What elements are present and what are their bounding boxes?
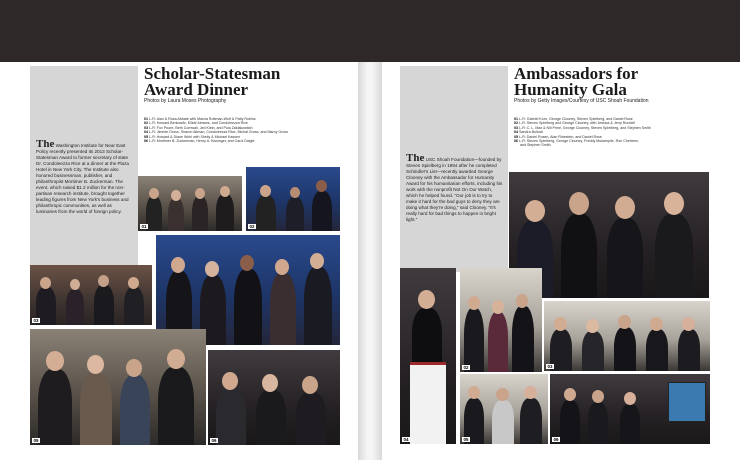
spread-gutter (358, 62, 382, 460)
right-photo-06 (550, 374, 710, 444)
caption-number: 02 (514, 121, 518, 126)
photo-number: 02 (249, 224, 255, 229)
left-captions (144, 117, 354, 143)
right-photo-02 (460, 268, 542, 372)
left-caption-06 (144, 139, 354, 143)
caption-text: Sandra Bullock (519, 130, 544, 135)
photo-number: 05 (463, 437, 469, 442)
caption-text: L-R: Steven Spielberg and George Clooney, with Jessica & Jerry Rundell (519, 121, 635, 126)
right-title-line1: Ambassadors for (514, 64, 639, 83)
photo-number: 04 (403, 437, 409, 442)
caption-text: L-R: Steven Spielberg, George Clooney, Freddy Mukampile, Ron Chetrees, (519, 139, 639, 144)
caption-text: L-R: Howard & Diane Wohl with Shelly & Michael Kassen (149, 134, 241, 139)
left-photo-01 (138, 176, 242, 231)
caption-text: L-R: Daniel Rosen, Alan Rinestein, and Daniel Rose (519, 134, 602, 139)
caption-number: 05 (514, 134, 518, 139)
caption-number: 06 (144, 139, 148, 144)
photo-number: 06 (553, 437, 559, 442)
caption-text: and Stephen Smith (520, 143, 551, 148)
right-caption-06-cont (514, 143, 724, 147)
left-drop-word: The (36, 140, 55, 150)
left-article-body (36, 140, 134, 274)
right-captions (514, 117, 724, 148)
caption-number: 04 (514, 130, 518, 135)
caption-text: L-R: Jimmie Gross, Sharon Altman, Condoleezza Rice, Michal Gross, and Marny Gross (149, 130, 289, 135)
left-photo-06 (208, 350, 340, 445)
right-drop-word: The (406, 154, 425, 164)
left-body-text: Washington Institute for Near East Policy recently presented its 2013 Scholar-Statesman Award to former secretary of state Dr. Condoleezza Rice at a dinner at the Plaza Hotel in New York City. The Institute also honored businessman, publisher, and philanthropist Mortimer B. Zuckerman. The event, which raised $1.2 million for the non-partisan research institute, brought together leading figures from New York's business and philanthropic communities, as well as luminaries from the world of foreign policy. (36, 143, 129, 214)
right-photo-04 (400, 268, 456, 444)
caption-text: L-R: C. L. Max & Nili Prine, George Clooney, Steven Spielberg, and Stephen Smith (519, 125, 651, 130)
photo-number: 06 (211, 438, 217, 443)
caption-text: L-R: Gabriel Korn, George Clooney, Steven Spielberg, and Daniel Rose (519, 117, 633, 121)
left-title-line1: Scholar-Statesman (144, 64, 281, 83)
photo-number: 05 (33, 438, 39, 443)
caption-text: L-R: Howard Berkowitz, Elliott Abrams, and Condoleezza Rice (149, 121, 248, 126)
left-photo-02 (246, 167, 340, 231)
right-article-body (406, 154, 504, 270)
photo-number: 03 (33, 318, 39, 323)
left-photo-credit: Photos by Laura Moses Photography (144, 98, 227, 104)
caption-number: 02 (144, 121, 148, 126)
photo-number: 02 (463, 365, 469, 370)
top-banner (0, 0, 740, 62)
right-photo-05 (460, 374, 548, 444)
caption-number: 01 (144, 117, 148, 121)
photo-number: 03 (547, 364, 553, 369)
right-title (514, 66, 638, 98)
caption-number: 06 (514, 139, 518, 144)
caption-number: 01 (514, 117, 518, 121)
left-photo-05 (30, 329, 206, 445)
left-title-line2: Award Dinner (144, 80, 249, 99)
right-title-line2: Humanity Gala (514, 80, 627, 99)
right-photo-03 (544, 301, 710, 371)
caption-text: L-R: Mortimer B. Zuckerman, Henry A. Kissinger, and Carol Daigle (149, 139, 255, 144)
caption-text: L-R: Alan & Rosa Abbate with Marcia Rottman-Wolf & Patty Rubins (149, 117, 256, 121)
caption-number: 03 (144, 125, 148, 130)
photo-number: 01 (141, 224, 147, 229)
caption-number: 03 (514, 125, 518, 130)
left-title (144, 66, 280, 98)
caption-number: 04 (144, 130, 148, 135)
right-body-text: USC Shoah Foundation—founded by Steven Spielberg in 1994 after he completed Schindler's List—recently awarded George Clooney with the Ambassador for Humanity Award for his humanitarian efforts, including his work with the nonprofit Not On Our Watch, which he helped found. “Our job is to try to make it hard for the bad guys to deny they are doing what they're doing,” said Clooney. “It's really hard for bad things to happen in bright light.” (406, 157, 503, 222)
right-photo-credit: Photos by Getty Images/Courtesy of USC Shoah Foundation (514, 98, 649, 104)
left-photo-03 (30, 265, 152, 325)
caption-text: L-R: Fox Poore, Beth Cornwall, Jed Klein, and Pula Zaklakowitch (149, 125, 253, 130)
caption-number: 05 (144, 134, 148, 139)
